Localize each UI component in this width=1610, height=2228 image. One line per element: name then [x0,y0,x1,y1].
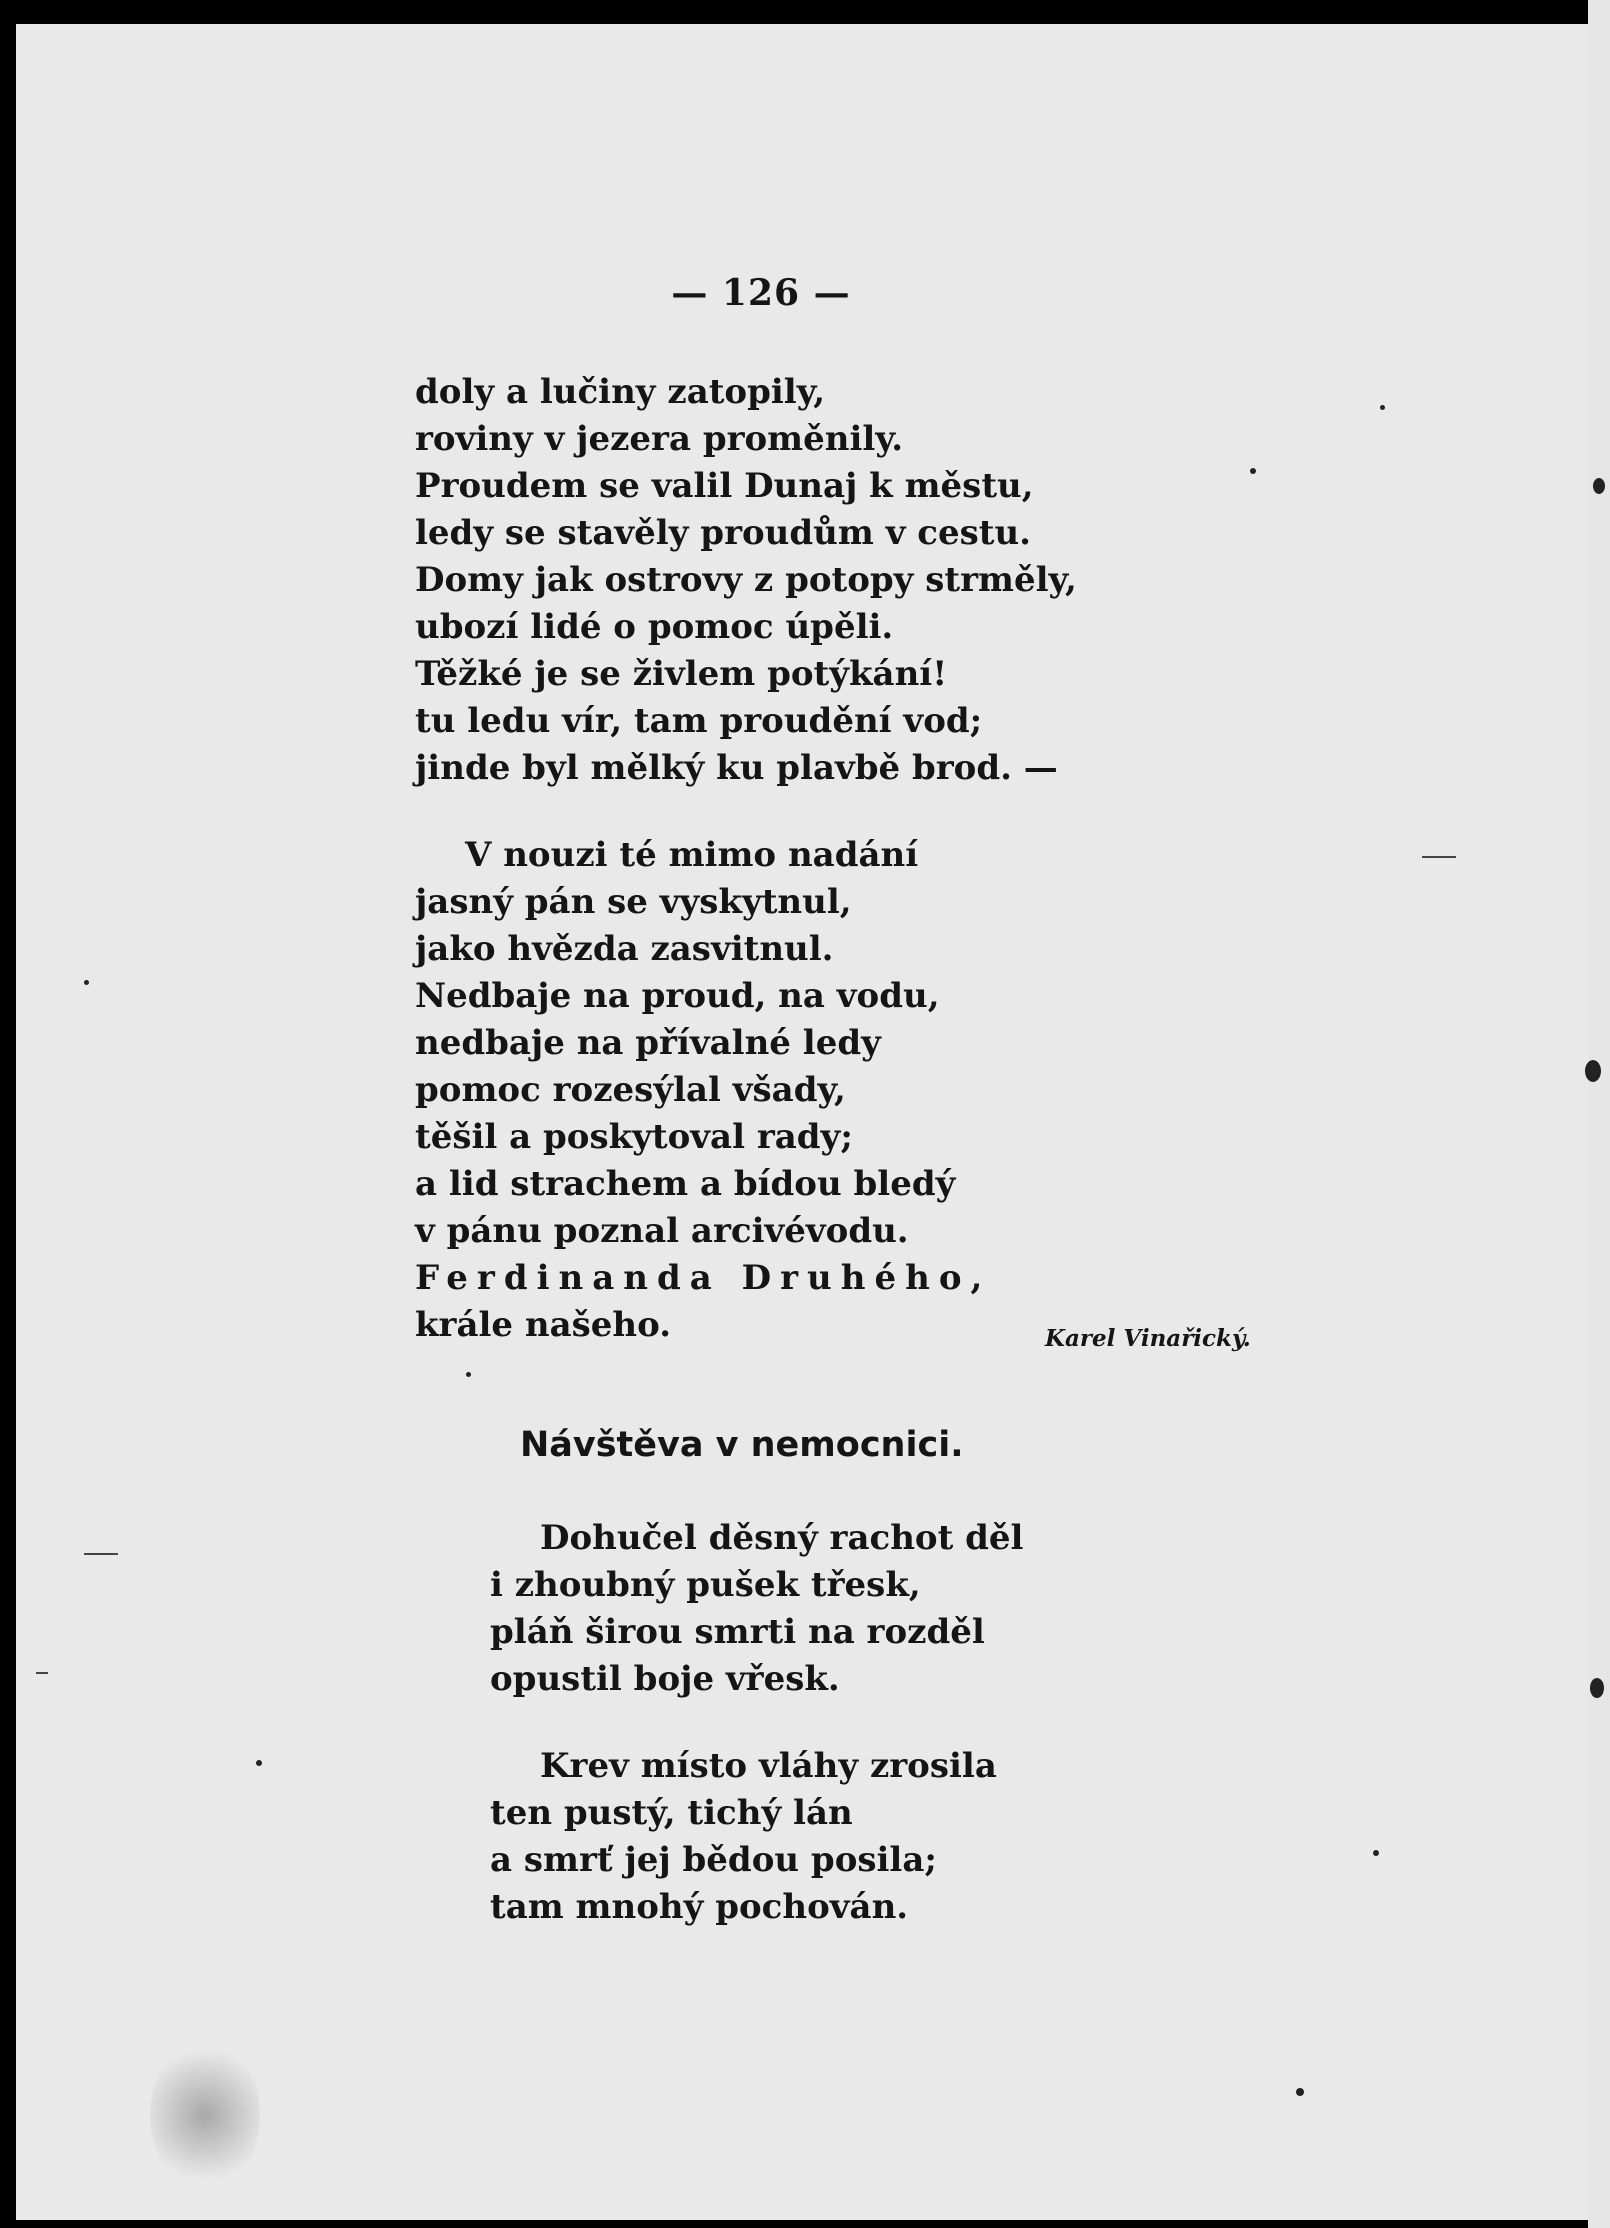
scan-dash [84,1553,118,1555]
poem-stanza2-line-1: Krev místo vláhy zrosila [540,1746,997,1786]
stanza2-line-2: jasný pán se vyskytnul, [415,882,852,922]
scan-speck [1380,405,1385,410]
scan-speck [1296,2088,1304,2096]
right-margin-strip [1588,0,1610,2228]
stanza1-line-6: ubozí lidé o pomoc úpěli. [415,607,894,647]
stanza2-line-3: jako hvězda zasvitnul. [415,929,834,969]
stanza1-line-1: doly a lučiny zatopily, [415,372,826,412]
scan-speck [1590,1678,1604,1698]
poem-stanza1-line-4: opustil boje vřesk. [490,1659,840,1699]
stanza1-line-8: tu ledu vír, tam proudění vod; [415,701,983,741]
stanza2-line-4: Nedbaje na proud, na vodu, [415,976,940,1016]
scan-speck [466,1372,471,1377]
stanza1-line-4: ledy se stavěly proudům v cestu. [415,513,1032,553]
scan-speck [1250,468,1256,474]
page-number: — 126 — [671,272,851,314]
stanza2-line-11: krále našeho. [415,1305,672,1345]
stanza2-line-7: těšil a poskytoval rady; [415,1117,853,1157]
stanza1-line-9: jinde byl mělký ku plavbě brod. — [415,748,1058,788]
poem-stanza1-line-3: pláň širou smrti na rozděl [490,1612,985,1652]
scan-speck [1593,478,1605,494]
scan-dash [36,1672,48,1674]
stanza1-line-7: Těžké je se živlem potýkání! [415,654,948,694]
stanza2-line-10: Ferdinanda Druhého, [415,1258,992,1298]
scan-smudge [150,2040,260,2190]
stanza1-line-5: Domy jak ostrovy z potopy strměly, [415,560,1077,600]
scan-dash [1422,856,1456,858]
poem-title: Návštěva v nemocnici. [520,1425,964,1465]
poem-stanza1-line-2: i zhoubný pušek třesk, [490,1565,921,1605]
stanza2-line-9: v pánu poznal arcivévodu. [415,1211,909,1251]
scan-speck [1373,1850,1379,1856]
scan-speck [1585,1060,1601,1082]
poem-stanza2-line-2: ten pustý, tichý lán [490,1793,853,1833]
author-signature: Karel Vinařický. [1045,1325,1251,1352]
stanza2-line-1: V nouzi té mimo nadání [465,835,919,875]
stanza1-line-3: Proudem se valil Dunaj k městu, [415,466,1034,506]
stanza2-line-5: nedbaje na přívalné ledy [415,1023,881,1063]
poem-stanza2-line-4: tam mnohý pochován. [490,1887,909,1927]
stanza2-line-8: a lid strachem a bídou bledý [415,1164,956,1204]
stanza1-line-2: roviny v jezera proměnily. [415,419,904,459]
scan-speck [84,980,89,985]
stanza2-line-6: pomoc rozesýlal všady, [415,1070,846,1110]
poem-stanza1-line-1: Dohučel děsný rachot děl [540,1518,1024,1558]
poem-stanza2-line-3: a smrť jej bědou posila; [490,1840,937,1880]
scan-speck [256,1760,262,1766]
